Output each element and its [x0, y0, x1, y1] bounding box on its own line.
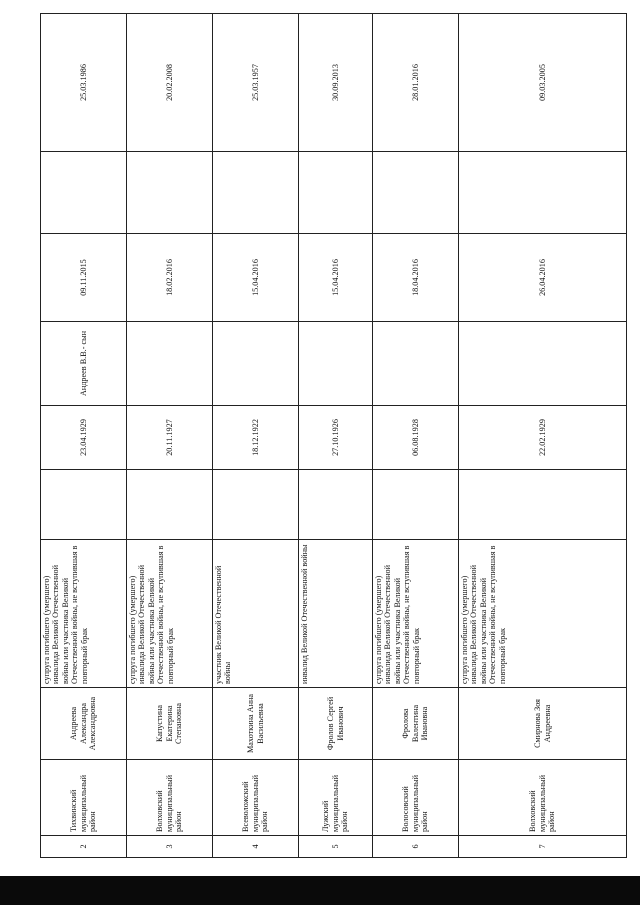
row-number: 2 — [41, 836, 127, 858]
empty-cell — [459, 470, 627, 540]
empty-cell — [213, 152, 299, 234]
status-cell: участник Великой Отечественной войны — [213, 540, 299, 688]
fio-cell: Андреева Александра Александровна — [41, 688, 127, 760]
empty-cell — [213, 470, 299, 540]
table-row — [373, 14, 459, 858]
fio-cell: Смирнова Зоя Андреевна — [459, 688, 627, 760]
family-member-cell — [299, 322, 373, 406]
table-rotated-container — [40, 14, 626, 858]
district-cell: Всеволожский муниципальный район — [213, 760, 299, 836]
fio-cell: Фролов Сергей Иванович — [299, 688, 373, 760]
empty-cell — [299, 470, 373, 540]
empty-cell — [373, 470, 459, 540]
birth-date-cell: 23.04.1929 — [41, 406, 127, 470]
status-cell: инвалид Великой Отечественной войны — [299, 540, 373, 688]
family-member-cell — [213, 322, 299, 406]
table-row — [299, 14, 373, 858]
date-cell: 25.03.1957 — [213, 14, 299, 152]
row-number: 3 — [127, 836, 213, 858]
date-cell: 15.04.2016 — [299, 234, 373, 322]
table-row — [127, 14, 213, 858]
empty-cell — [127, 152, 213, 234]
status-cell: супруга погибшего (умершего) инвалида Великой Отечественной войны или участника Великой Отечественной войны, не вступившая в повторный брак — [41, 540, 127, 688]
date-cell: 09.03.2005 — [459, 14, 627, 152]
family-member-cell — [373, 322, 459, 406]
birth-date-cell: 22.02.1929 — [459, 406, 627, 470]
table-row — [459, 14, 627, 858]
status-cell: супруга погибшего (умершего) инвалида Великой Отечественной войны или участника Великой Отечественной войны, не вступившая в повторный брак — [373, 540, 459, 688]
district-cell: Волосовский муниципальный район — [373, 760, 459, 836]
fio-cell: Махоткина Анна Васильевна — [213, 688, 299, 760]
birth-date-cell: 27.10.1926 — [299, 406, 373, 470]
empty-cell — [459, 152, 627, 234]
date-cell: 15.04.2016 — [213, 234, 299, 322]
district-cell: Волховский муниципальный район — [127, 760, 213, 836]
date-cell: 25.03.1986 — [41, 14, 127, 152]
district-cell: Тихвинский муниципальный район — [41, 760, 127, 836]
table-row — [41, 14, 127, 858]
veterans-housing-table — [40, 13, 627, 858]
date-cell: 20.02.2008 — [127, 14, 213, 152]
empty-cell — [41, 152, 127, 234]
family-member-cell — [127, 322, 213, 406]
empty-cell — [373, 152, 459, 234]
date-cell: 18.02.2016 — [127, 234, 213, 322]
empty-cell — [299, 152, 373, 234]
status-cell: супруга погибшего (умершего) инвалида Великой Отечественной войны или участника Великой Отечественной войны, не вступившая в повторный брак — [459, 540, 627, 688]
row-number: 5 — [299, 836, 373, 858]
row-number: 4 — [213, 836, 299, 858]
date-cell: 30.09.2013 — [299, 14, 373, 152]
family-member-cell: Андреев В.В.- сын — [41, 322, 127, 406]
district-cell: Волховский муниципальный район — [459, 760, 627, 836]
fio-cell: Фролова Валентина Ивановна — [373, 688, 459, 760]
date-cell: 28.01.2016 — [373, 14, 459, 152]
empty-cell — [41, 470, 127, 540]
date-cell: 18.04.2016 — [373, 234, 459, 322]
district-cell: Лужский муниципальный район — [299, 760, 373, 836]
birth-date-cell: 06.08.1928 — [373, 406, 459, 470]
table-row — [213, 14, 299, 858]
scan-bottom-edge — [0, 876, 640, 905]
birth-date-cell: 20.11.1927 — [127, 406, 213, 470]
date-cell: 09.11.2015 — [41, 234, 127, 322]
empty-cell — [127, 470, 213, 540]
date-cell: 26.04.2016 — [459, 234, 627, 322]
row-number: 7 — [459, 836, 627, 858]
document-page — [40, 14, 626, 858]
fio-cell: Капустина Екатерина Степановна — [127, 688, 213, 760]
birth-date-cell: 18.12.1922 — [213, 406, 299, 470]
status-cell: супруга погибшего (умершего) инвалида Великой Отечественной войны или участника Великой Отечественной войны, не вступившая в повторный брак — [127, 540, 213, 688]
row-number: 6 — [373, 836, 459, 858]
family-member-cell — [459, 322, 627, 406]
